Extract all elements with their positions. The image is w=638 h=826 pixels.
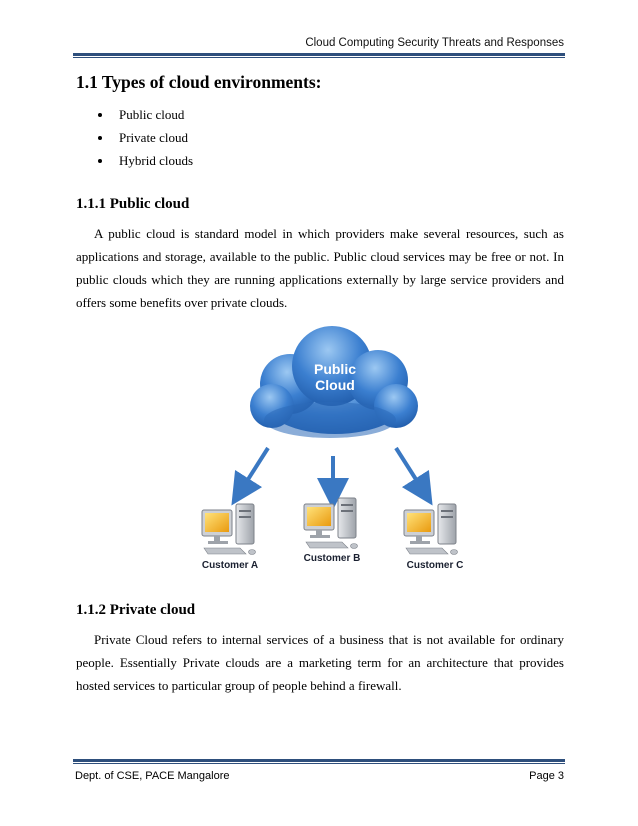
footer-page-number: Page 3 (529, 770, 564, 782)
list-item: • Public cloud (113, 103, 193, 126)
list-item: • Hybrid clouds (113, 149, 193, 172)
cloud-types-list (93, 103, 193, 172)
arrow-to-customer-a (240, 448, 268, 492)
header-rule (73, 53, 565, 58)
list-item: • Private cloud (113, 126, 193, 149)
running-header: Cloud Computing Security Threats and Responses (305, 37, 564, 49)
public-cloud-diagram (190, 322, 480, 584)
customer-b-label: Customer B (303, 553, 361, 564)
public-cloud-paragraph: A public cloud is standard model in which providers make several resources, such as applications and storage, available to the public. Public cloud services may be free or not. In public clouds which they are running applications externally by large service providers and offers some benefits over private clouds. (76, 226, 564, 310)
computer-icon (304, 498, 358, 549)
arrow-to-customer-c (396, 448, 424, 492)
customer-c-label: Customer C (406, 560, 464, 571)
private-cloud-paragraph: Private Cloud refers to internal services of a business that is not available for ordinary people. Essentially Private clouds are a marketing term for an architecture that provides hosted services to particular group of people behind a firewall. (76, 632, 564, 693)
public-cloud-heading: 1.1.1 Public cloud (76, 196, 190, 212)
cloud-label-line1: Public (313, 361, 357, 377)
footer-department: Dept. of CSE, PACE Mangalore (75, 770, 230, 782)
computer-icon (404, 504, 458, 555)
cloud-label-line2: Cloud (315, 377, 355, 393)
footer-rule (73, 759, 565, 764)
cloud-icon (250, 326, 418, 438)
private-cloud-heading: 1.1.2 Private cloud (76, 602, 196, 618)
computer-icon (202, 504, 256, 555)
customer-a-label: Customer A (201, 560, 259, 571)
section-title: 1.1 Types of cloud environments: (76, 72, 322, 92)
